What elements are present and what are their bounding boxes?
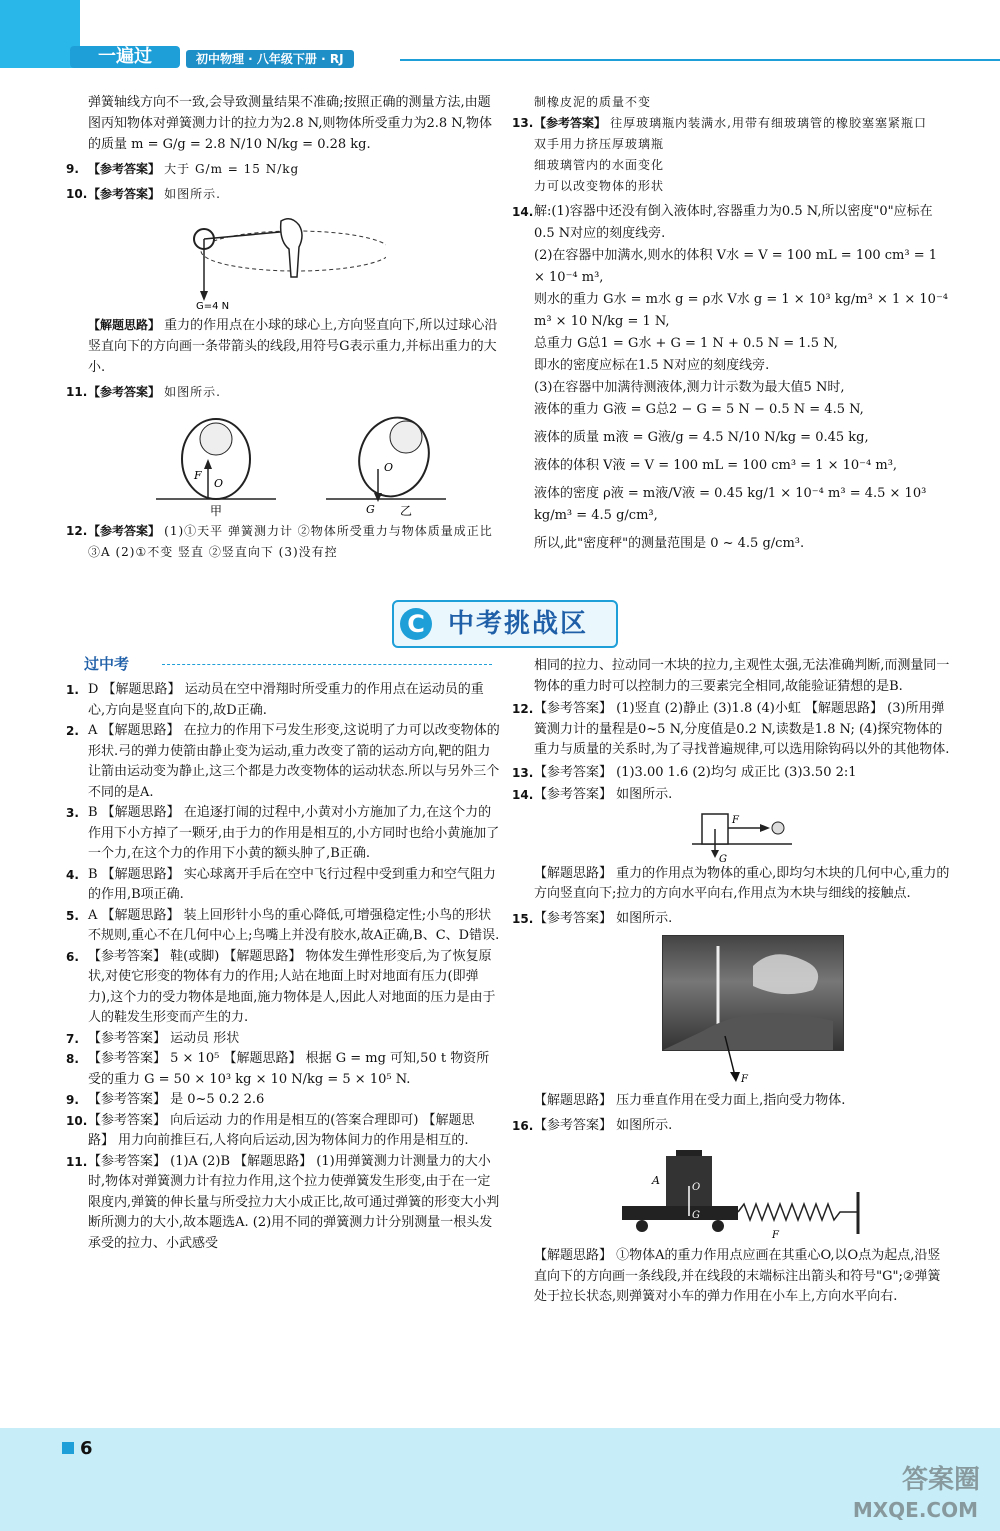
solution-line: (2)在容器中加满水,则水的体积 V水 = V = 100 mL = 100 cm³ = 1 × 10⁻⁴ m³, [534, 248, 938, 285]
figure-cart-spring [612, 1142, 872, 1242]
answer-11 [66, 382, 500, 403]
answer-12 [66, 521, 500, 563]
answer-number: 8. [66, 1052, 79, 1066]
answer-14-top [512, 201, 952, 555]
answer-text: 【参考答案】 (1)竖直 (2)静止 (3)1.8 (4)小虹 【解题思路】 (3)所用弹簧测力计的量程是0~5 N,分度值是0.2 N,读数是1.8 N; (4)探究物体的重力与质量的关系时,为了寻找普遍规律,可以选用除钩码以外的其他物体. [534, 701, 950, 757]
answer-item [66, 1152, 500, 1255]
section-title-text: 中考挑战区 [448, 609, 589, 639]
answer-number: 12. [512, 702, 534, 716]
q8-continuation: 弹簧轴线方向不一致,会导致测量结果不准确;按照正确的测量方法,由题图丙知物体对弹簧测力计的拉力为2.8 N,则物体所受重力为2.8 N,物体的质量 m = G/g = 2.8 N/10 N/kg = 0.28 kg. [88, 95, 492, 152]
think-16 [512, 1246, 952, 1308]
watermark-url: MXQE.COM [852, 1498, 978, 1522]
answer-text: (1)①天平 弹簧测力计 ②物体所受重力与物体质量成正比 ③A (2)①不变 竖直 ②竖直向下 (3)没有控 [88, 524, 493, 559]
answer-text: 【参考答案】 向后运动 力的作用是相互的(答案合理即可) 【解题思路】 用力向前推巨石,人将向后运动,因为物体间力的作用是相互的. [88, 1112, 475, 1148]
subsection-rule [162, 664, 492, 665]
think-text: 重力的作用点在小球的球心上,方向竖直向下,所以过球心沿竖直向下的方向画一条带箭头的线段,用符号G表示重力,并标出重力的大小. [88, 318, 498, 375]
answer-item [66, 865, 500, 906]
answer-text: B 【解题思路】 在追逐打闹的过程中,小黄对小方施加了力,在这个力的作用下小方掉了一颗牙,由于力的作用是相互的,小方同时也给小黄施加了一个力,在这个力的作用下小黄的额头肿了,B正确. [88, 805, 500, 861]
answer-line: 细玻璃管内的水面变化 [534, 158, 665, 172]
press-arrow-overlay [663, 936, 843, 1086]
answer-item [66, 1111, 500, 1152]
answer-line: 力可以改变物体的形状 [534, 179, 665, 193]
subject-label: 初中物理 · 八年级下册 · RJ [186, 50, 354, 68]
answer-number: 14. [512, 788, 534, 802]
solution-line: 则水的重力 G水 = m水 g = ρ水 V水 g = 1 × 10³ kg/m³ × 1 × 10⁻⁴ m³ × 10 N/kg = 1 N, [534, 292, 949, 329]
answer-text: 【参考答案】 5 × 10⁵ 【解题思路】 根据 G = mg 可知,50 t 物资所受的重力 G = 50 × 10³ kg × 10 N/kg = 5 × 10⁵ N. [88, 1051, 490, 1087]
answer-text: B 【解题思路】 实心球离开手后在空中飞行过程中受到重力和空气阻力的作用,B项正确. [88, 866, 496, 902]
answer-text: 【参考答案】 (1)3.00 1.6 (2)均匀 成正比 (3)3.50 2:1 [534, 764, 857, 780]
answer-number: 7. [66, 1031, 79, 1046]
fig-label-o2: O [384, 461, 394, 474]
think-text: 【解题思路】 压力垂直作用在受力面上,指向受力物体. [534, 1093, 846, 1108]
solution-line: (3)在容器中加满待测液体,测力计示数为最大值5 N时, [534, 380, 845, 395]
solution-line: 液体的重力 G液 = G总2 − G = 5 N − 0.5 N = 4.5 N, [534, 402, 864, 417]
answer-item [512, 909, 952, 930]
answer-number: 5. [66, 908, 79, 923]
think-10 [66, 315, 500, 378]
fig-label-yi: 乙 [400, 504, 413, 518]
answer-number: 9. [66, 162, 79, 176]
fig-label-g: G=4 N [196, 301, 230, 311]
answer-item [66, 721, 500, 803]
answer-number: 4. [66, 867, 79, 882]
answer-line: 往厚玻璃瓶内装满水,用带有细玻璃管的橡胶塞塞紧瓶口 [610, 116, 927, 130]
think-text: 【解题思路】 重力的作用点为物体的重心,即均匀木块的几何中心,重力的方向竖直向下;拉力的方向水平向右,作用点为木块与细线的接触点. [534, 865, 950, 901]
answer-line: 双手用力挤压厚玻璃瓶 [534, 137, 665, 151]
answer-text: 【参考答案】 如图所示. [534, 787, 673, 802]
answer-number: 9. [66, 1093, 79, 1107]
page-number: 6 [80, 1438, 93, 1459]
solution-line: 即水的密度应标在1.5 N对应的刻度线旁. [534, 358, 770, 373]
figure-ball-orbit [186, 211, 386, 311]
fig-label-jia: 甲 [210, 504, 223, 518]
answer-number: 1. [66, 683, 79, 697]
right-column-bottom [512, 656, 952, 1308]
answer-text: 【参考答案】 是 0~5 0.2 2.6 [88, 1092, 265, 1107]
answer-item [512, 1116, 952, 1137]
answer-tag: 【参考答案】 [88, 187, 161, 201]
answer-text: 【参考答案】 如图所示. [534, 910, 673, 926]
think-text: 【解题思路】 ①物体A的重力作用点应画在其重心O,以O点为起点,沿竖直向下的方向画一条线段,并在线段的末端标注出箭头和符号"G";②弹簧处于拉长状态,则弹簧对小车的弹力作用在小车上,方向水平向右. [534, 1248, 941, 1304]
figure-photo-press [662, 935, 844, 1085]
answer-item [66, 1029, 500, 1050]
subsection-title: 过中考 [84, 655, 130, 673]
solution-line: 液体的密度 ρ液 = m液/V液 = 0.45 kg/1 × 10⁻⁴ m³ = 4.5 × 10³ kg/m³ = 4.5 g/cm³, [534, 486, 927, 523]
answer-number: 16. [512, 1118, 534, 1133]
section-title [392, 600, 618, 648]
answer-number: 10. [66, 187, 88, 201]
solution-line: 液体的质量 m液 = G液/g = 4.5 N/10 N/kg = 0.45 kg, [534, 430, 869, 445]
answer-text: 【参考答案】 如图所示. [534, 1117, 673, 1133]
figure-block-pull [692, 808, 792, 864]
answer-number: 6. [66, 949, 79, 964]
answer-item [66, 803, 500, 865]
page-number-marker [62, 1442, 74, 1454]
brand-logo: 一遍过 [70, 46, 180, 68]
figure-tumblers [156, 407, 456, 519]
answer-item [512, 785, 952, 806]
fig-label-g: G [692, 1210, 700, 1221]
answer-text: 如图所示. [164, 385, 221, 399]
answer-number: 2. [66, 724, 79, 738]
solution-line: 总重力 G总1 = G水 + G = 1 N + 0.5 N = 1.5 N, [534, 336, 838, 351]
answer-13-top [512, 113, 952, 197]
answer-number: 10. [66, 1113, 88, 1128]
think-14 [512, 864, 952, 905]
answer-number: 13. [512, 116, 534, 130]
answer-number: 12. [66, 524, 88, 538]
answer-tag: 【参考答案】 [88, 385, 161, 399]
right-column-top [512, 92, 952, 555]
fig-label-o: O [692, 1182, 701, 1193]
answer-item [512, 763, 952, 784]
answer-number: 3. [66, 806, 79, 820]
answer-text: 如图所示. [164, 187, 221, 201]
answer-number: 13. [512, 765, 534, 780]
watermark-logo: 答案圈 [901, 1465, 980, 1495]
page-footer [0, 1428, 1000, 1531]
answer-item [512, 699, 952, 761]
fig-label-o: O [214, 477, 224, 490]
answer-text: A 【解题思路】 在拉力的作用下弓发生形变,这说明了力可以改变物体的形状.弓的弹力使箭由静止变为运动,重力改变了箭的运动方向,靶的阻力让箭由运动变为静止,这三个都是力改变物体的运动状态.所以与另外三个不同的是A. [88, 723, 500, 800]
subsection-header [66, 654, 496, 674]
q11-continuation: 相同的拉力、拉动同一木块的拉力,主观性太强,无法准确判断,而测量同一物体的重力时可以控制力的三要素完全相同,故能验证猜想的是B. [534, 658, 950, 694]
think-tag: 【解题思路】 [88, 318, 161, 332]
answer-text: 大于 G/m = 15 N/kg [164, 162, 300, 176]
think-15 [512, 1091, 952, 1112]
left-column-top [66, 92, 500, 563]
answer-text: A 【解题思路】 装上回形针小鸟的重心降低,可增强稳定性;小鸟的形状不规则,重心不在几何中心上;鸟嘴上并没有胶水,故A正确,B、C、D错误. [88, 907, 500, 943]
fig-label-f: F [741, 1074, 748, 1085]
answer-text: 【参考答案】 (1)A (2)B 【解题思路】 (1)用弹簧测力计测量力的大小时,物体对弹簧测力计有拉力作用,这个拉力使弹簧发生形变,由于在一定限度内,弹簧的伸长量与所受拉力大小成正比,故可通过弹簧的形变大小判断所测力的大小,故本题选A. (2)用不同的弹簧测力计分别测量一根头发承受的拉力、小武感受 [88, 1153, 500, 1251]
answer-text: 【参考答案】 鞋(或脚) 【解题思路】 物体发生弹性形变后,为了恢复原状,对使它形变的物体有力的作用;人站在地面上时对地面有压力(即弹力),这个力的受力物体是地面,施力物体是人,因此人对地面的压力是由于人的鞋发生形变而产生的力. [88, 948, 496, 1025]
answer-item [66, 680, 500, 721]
solution-line: 所以,此"密度秤"的测量范围是 0 ~ 4.5 g/cm³. [534, 536, 805, 551]
answer-number: 11. [66, 1154, 88, 1169]
fig-label-f: F [732, 814, 739, 826]
fig-label-f: F [194, 469, 202, 482]
answer-item [66, 906, 500, 947]
answer-10 [66, 184, 500, 205]
solution-line: 液体的体积 V液 = V = 100 mL = 100 cm³ = 1 × 10⁻⁴ m³, [534, 458, 898, 473]
answer-text: D 【解题思路】 运动员在空中滑翔时所受重力的作用点在运动员的重心,方向是竖直向下的,故D正确. [88, 682, 484, 718]
fig-label-a: A [652, 1174, 660, 1187]
page-header [0, 0, 1000, 68]
answer-number: 11. [66, 385, 88, 399]
q12-continuation: 制橡皮泥的质量不变 [534, 95, 652, 109]
solution-line: 解:(1)容器中还没有倒入液体时,容器重力为0.5 N,所以密度"0"应标在0.5 N对应的刻度线旁. [534, 204, 933, 241]
answer-item [66, 1049, 500, 1090]
answer-tag: 【参考答案】 [88, 162, 161, 176]
answer-number: 14. [512, 205, 534, 219]
header-rule [400, 59, 1000, 61]
answer-item [66, 947, 500, 1029]
fig-label-g: G [719, 853, 727, 864]
answer-item [66, 1090, 500, 1111]
answer-number: 15. [512, 911, 534, 926]
answer-tag: 【参考答案】 [88, 524, 161, 538]
left-column-bottom [66, 680, 500, 1254]
fig-label-g: G [366, 503, 375, 516]
answer-text: 【参考答案】 运动员 形状 [88, 1030, 240, 1046]
answer-tag: 【参考答案】 [534, 116, 607, 130]
fig-label-f: F [772, 1230, 779, 1241]
answer-9 [66, 159, 500, 180]
section-c-icon: C [400, 608, 432, 640]
